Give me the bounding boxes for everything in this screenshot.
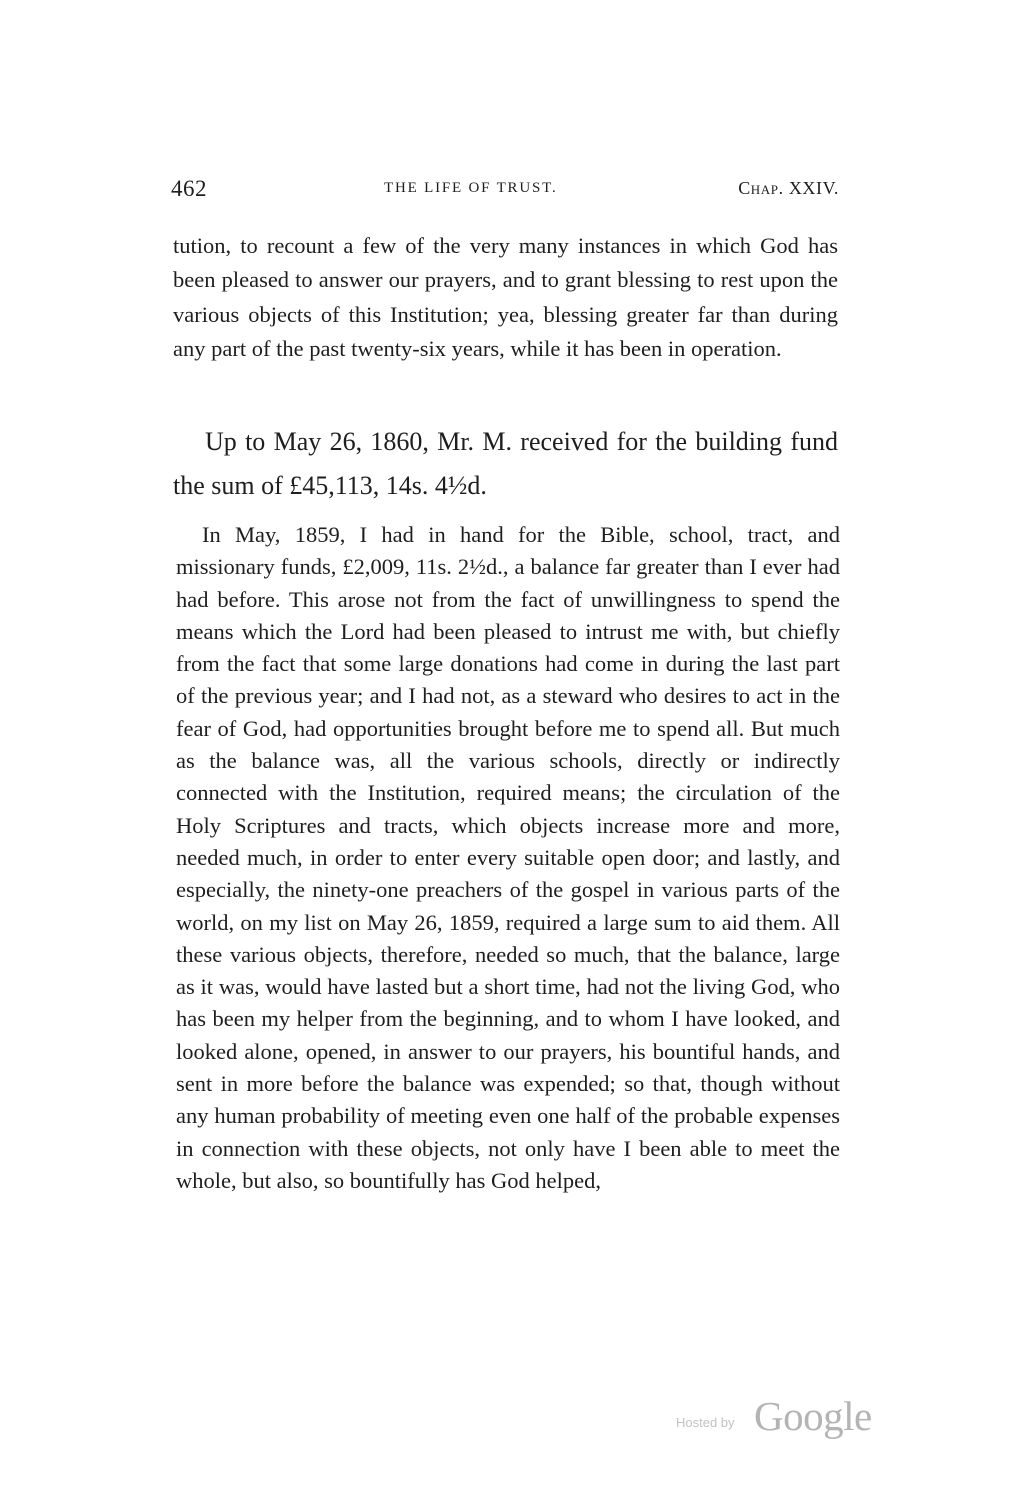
watermark-prefix: Hosted by bbox=[676, 1415, 735, 1430]
paragraph-building-fund: Up to May 26, 1860, Mr. M. received for the building fund the sum of £45,113, 14s. 4½d. bbox=[173, 427, 838, 500]
chapter-numeral: XXIV. bbox=[788, 178, 839, 198]
chapter-label bbox=[738, 178, 839, 199]
hosted-by-google-watermark bbox=[676, 1392, 896, 1442]
page-number: 462 bbox=[171, 176, 207, 201]
chapter-prefix: Chap. bbox=[738, 178, 784, 198]
running-head bbox=[171, 176, 839, 206]
paragraph-funds-account: In May, 1859, I had in hand for the Bible, school, tract, and missionary funds, £2,009, 11s. 2½d., a balance far greater than I ever had had before. This arose not from the fact of unwillingness to spend the means which the Lord had been pleased to intrust me with, but chiefly from the fact that some large donations had come in during the last part of the previous year; and I had not, as a steward who desires to act in the fear of God, had opportunities brought before me to spend all. But much as the balance was, all the various schools, directly or indirectly connected with the Institution, required means; the circulation of the Holy Scriptures and tracts, which objects increase more and more, needed much, in order to enter every suitable open door; and lastly, and especially, the ninety-one preachers of the gospel in various parts of the world, on my list on May 26, 1859, required a large sum to aid them. All these various objects, therefore, needed so much, that the balance, large as it was, would have lasted but a short time, had not the living God, who has been my helper from the beginning, and to whom I have looked, and looked alone, opened, in answer to our prayers, his bountiful hands, and sent in more before the balance was expended; so that, though without any human probability of meeting even one half of the probable expenses in connection with these objects, not only have I been able to meet the whole, but also, so bountifully has God helped, bbox=[176, 522, 840, 1193]
google-logo: Google bbox=[754, 1393, 872, 1439]
paragraph-continued: tution, to recount a few of the very many instances in which God has been pleased to answer our prayers, and to grant blessing to rest upon the various objects of this Institution; yea, blessing greater far than during any part of the past twenty-six years, while it has been in operation. bbox=[173, 233, 838, 362]
running-title: THE LIFE OF TRUST. bbox=[384, 180, 558, 196]
